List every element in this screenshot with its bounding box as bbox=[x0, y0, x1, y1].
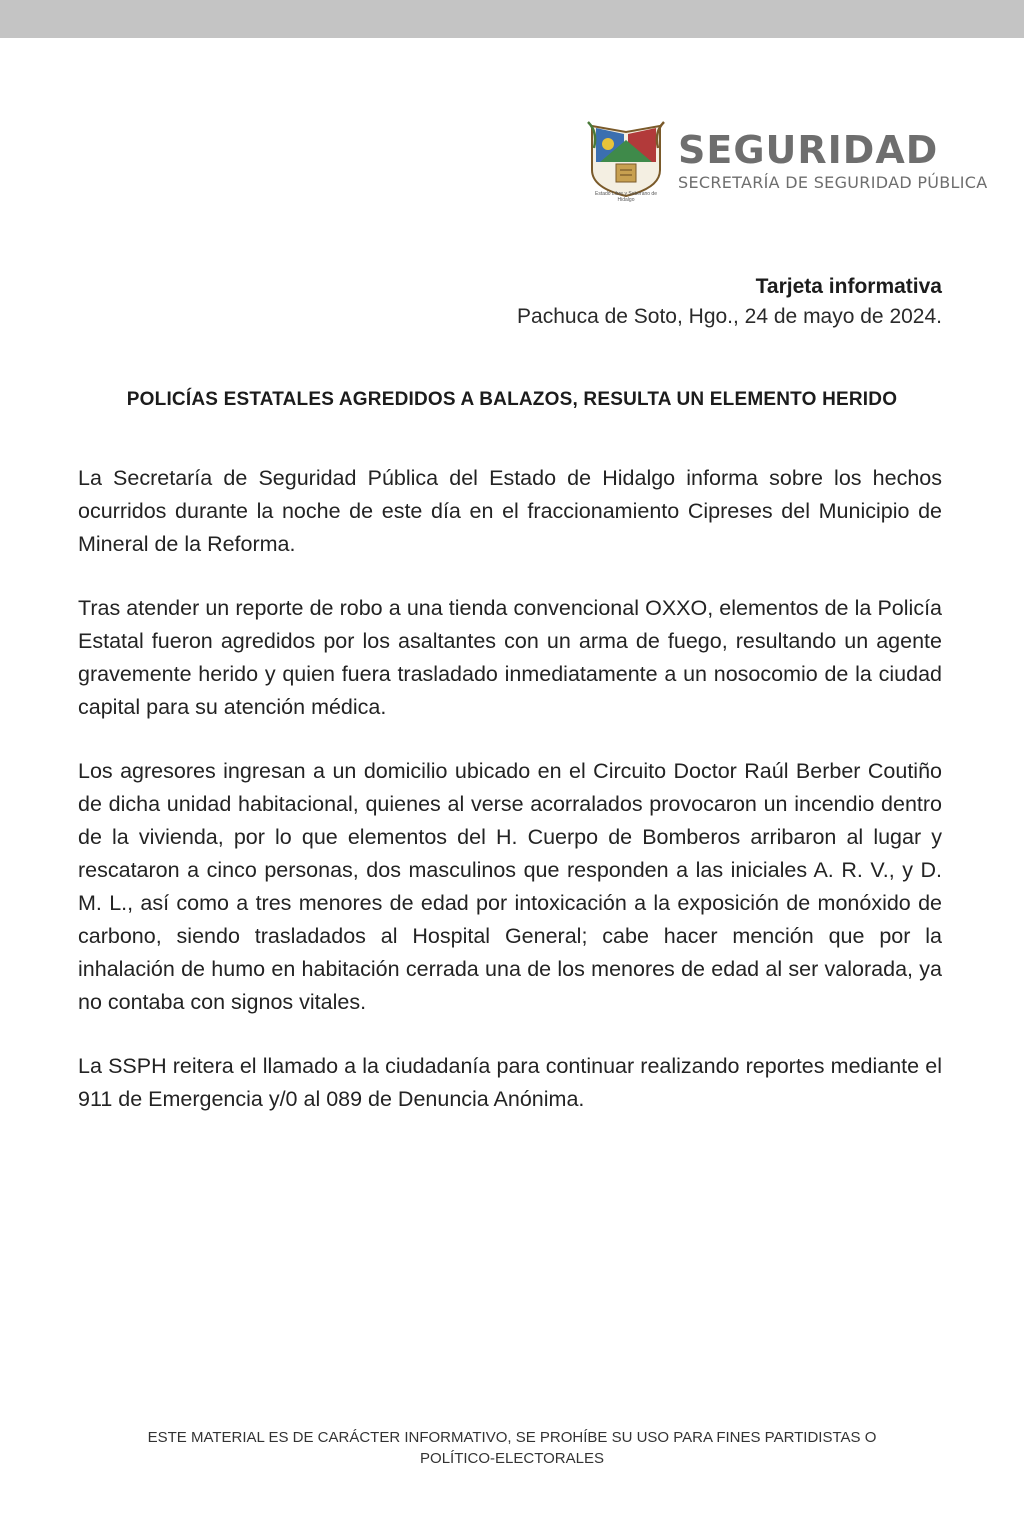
brand-block bbox=[678, 128, 988, 194]
place-date: Pachuca de Soto, Hgo., 24 de mayo de 2024. bbox=[517, 305, 942, 328]
paragraph-2: Tras atender un reporte de robo a una tienda convencional OXXO, elementos de la Policía Estatal fueron agredidos por los asaltantes con un arma de fuego, resultando un agente gravemente herido y quien fuera trasladado inmediatamente a un nosocomio de la ciudad capital para su atención médica. bbox=[78, 596, 942, 719]
headline: POLICÍAS ESTATALES AGREDIDOS A BALAZOS, RESULTA UN ELEMENTO HERIDO bbox=[126, 389, 898, 410]
brand-subtitle: SECRETARÍA DE SEGURIDAD PÚBLICA bbox=[678, 173, 988, 192]
footer-disclaimer-line-1: ESTE MATERIAL ES DE CARÁCTER INFORMATIVO, SE PROHÍBE SU USO PARA FINES PARTIDISTAS O bbox=[147, 1429, 877, 1446]
header-logo bbox=[586, 118, 1006, 214]
footer-disclaimer-line-2: POLÍTICO-ELECTORALES bbox=[420, 1450, 604, 1467]
body-text bbox=[78, 462, 942, 1147]
paragraph-1: La Secretaría de Seguridad Pública del Estado de Hidalgo informa sobre los hechos ocurridos durante la noche de este día en el fraccionamiento Cipreses del Municipio de Mineral de la Reforma. bbox=[78, 466, 942, 556]
top-bar bbox=[0, 0, 1024, 38]
paragraph-4: La SSPH reitera el llamado a la ciudadanía para continuar realizando reportes mediante el 911 de Emergencia y/0 al 089 de Denuncia Anónima. bbox=[78, 1054, 942, 1111]
document-type: Tarjeta informativa bbox=[755, 275, 942, 298]
seal-caption: Estado Libre y Soberano de Hidalgo bbox=[595, 191, 657, 203]
paragraph-3: Los agresores ingresan a un domicilio ubicado en el Circuito Doctor Raúl Berber Coutiño de dicha unidad habitacional, quienes al verse acorralados provocaron un incendio dentro de la vivienda, por lo que elementos del H. Cuerpo de Bomberos arribaron al lugar y rescataron a cinco personas, dos masculinos que responden a las iniciales A. R. V., y D. M. L., así como a tres menores de edad por intoxicación a la exposición de monóxido de carbono, siendo trasladados al Hospital General; cabe hacer mención que por la inhalación de humo en habitación cerrada una de los menores de edad al ser valorada, ya no contaba con signos vitales. bbox=[78, 759, 942, 1014]
brand-title: SEGURIDAD bbox=[678, 128, 939, 172]
footer-disclaimer bbox=[90, 1427, 934, 1469]
